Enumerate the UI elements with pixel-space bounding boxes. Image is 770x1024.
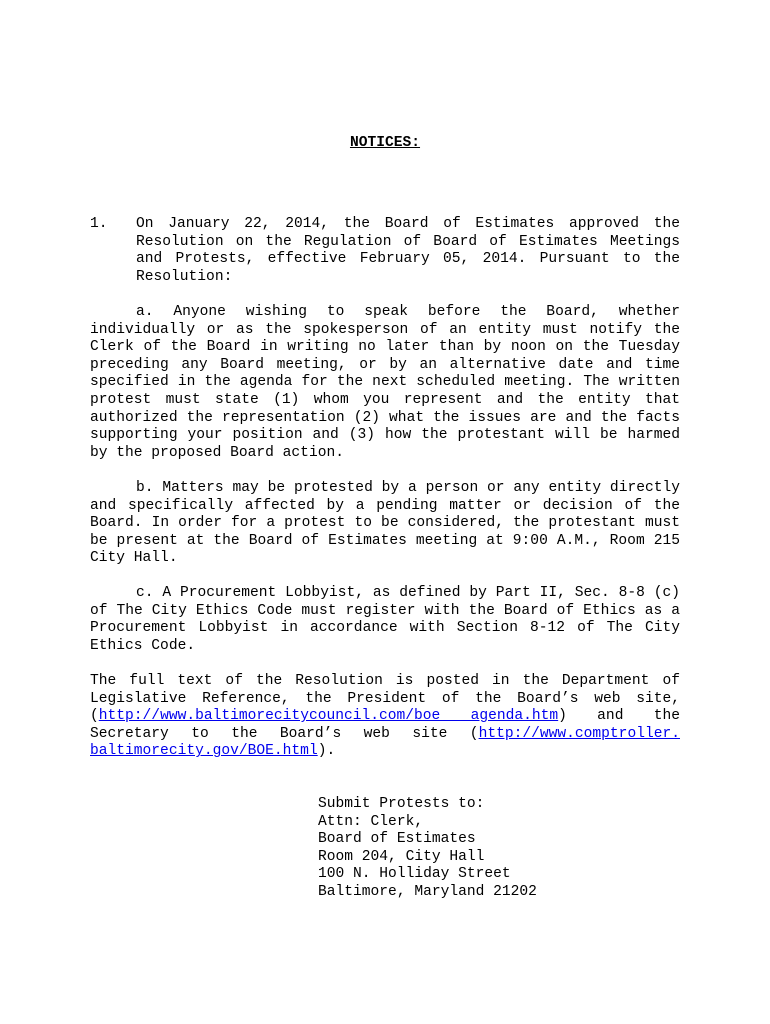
address-line: Attn: Clerk, bbox=[318, 813, 424, 830]
paragraph-a: a. Anyone wishing to speak before the Board, whether individually or as the spokesperson of an entity must notify the Clerk of the Board in writing no later than by noon on the Tuesday preceding any Board meeting, or by an alternative date and time specified in the agenda for the next scheduled meeting. The written protest must state (1) whom you represent and the entity that authorized the representation (2) what the issues are and the facts supporting your position and (3) how the protestant will be harmed by the proposed Board action. bbox=[90, 304, 680, 461]
item-number: 1. bbox=[90, 216, 108, 232]
address-heading: Submit Protests to: bbox=[318, 796, 485, 812]
full-text-middle: ) and the Secretary to the Board’s web site ( bbox=[90, 708, 680, 742]
council-website-link[interactable]: http://www.baltimorecitycouncil.com/boe agenda.htm bbox=[98, 708, 559, 725]
paragraph-c: c. A Procurement Lobbyist, as defined by Part II, Sec. 8-8 (c) of The City Ethics Code must register with the Board of Ethics as a Procurement Lobbyist in accordance with Section 8-12 of The City Ethics Code. bbox=[90, 585, 680, 654]
paragraph-b: b. Matters may be protested by a person or any entity directly and specifically affected by a pending matter or decision of the Board. In order for a protest to be considered, the protestant must be present at the Board of Estimates meeting at 9:00 A.M., Room 215 City Hall. bbox=[90, 480, 680, 567]
comptroller-website-link[interactable]: http://www.comptroller. baltimorecity.gov/BOE.html bbox=[90, 725, 680, 760]
item-text: On January 22, 2014, the Board of Estimates approved the Resolution on the Regulation of Board of Estimates Meetings and Protests, effective February 05, 2014. Pursuant to the Resolution: bbox=[136, 216, 680, 285]
full-text-intro: The full text of the Resolution is posted in the Department of Legislative Reference, the President of the Board’s web site, ( bbox=[90, 673, 680, 725]
full-text-paragraph bbox=[90, 673, 680, 761]
address-line: 100 N. Holliday Street bbox=[318, 866, 511, 883]
submission-address bbox=[318, 796, 698, 902]
address-line: Board of Estimates bbox=[318, 831, 476, 848]
address-line: Room 204, City Hall bbox=[318, 848, 485, 865]
address-line: Baltimore, Maryland 21202 bbox=[318, 883, 537, 900]
full-text-end: ). bbox=[317, 743, 336, 760]
page-title: NOTICES: bbox=[349, 135, 421, 151]
